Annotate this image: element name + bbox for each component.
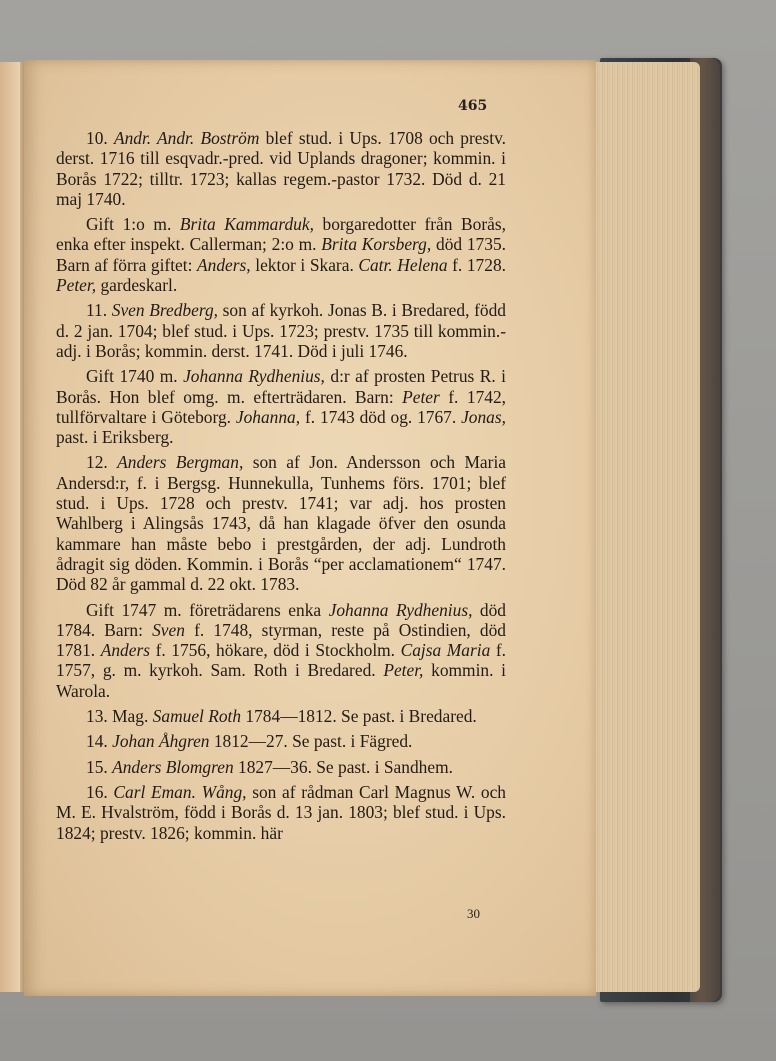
italic-name: Johan Åhgren (112, 731, 210, 752)
text-run: son af Jon. Andersson och Maria Andersd:r, f. i Bergsg. Hunnekulla, Tunhems förs. 1701; blef stud. i Ups. 1728 och prestv. 1741; var adj. hos prosten Wahlberg i Alingsås 1743, då han klagade öfver den osunda kammare han måste bebo i prestgården, der adj. Lundroth ådragit sig döden. Kommin. i Borås “per acclamationem“ 1747. Död 82 år gammal d. 22 okt. 1783. (56, 452, 506, 595)
paragraph (56, 300, 506, 361)
italic-name: Samuel Roth (152, 706, 242, 727)
italic-name: Anders (100, 640, 150, 661)
text-run: Gift 1747 m. företrädarens enka (86, 599, 329, 620)
italic-name: Andr. Andr. Boström (113, 128, 260, 148)
text-run: död 1735. Barn af förra giftet: (56, 234, 506, 275)
text-run: f. 1742, tullförvaltare i Göteborg. (56, 386, 506, 427)
text-run: 14. (86, 731, 113, 752)
italic-name: Catr. Helena (358, 254, 448, 275)
text-run: gardeskarl. (96, 275, 178, 296)
text-run: f. 1743 död og. 1767. (300, 406, 462, 427)
left-page-edge (0, 62, 20, 992)
text-run: 15. (86, 756, 113, 777)
italic-name: Cajsa Maria (400, 640, 491, 661)
text-run: past. i Eriksberg. (56, 427, 174, 448)
italic-name: Johanna Rydhenius, (183, 366, 325, 387)
italic-name: Brita Kammarduk, (179, 214, 314, 235)
text-run: 13. Mag. (86, 706, 153, 727)
page-edges (588, 62, 700, 992)
italic-name: Peter (402, 386, 440, 407)
text-run: blef stud. i Ups. 1708 och prestv. derst. 1716 till esqvadr.-pred. vid Uplands dragoner; kommin. i Borås 1722; tilltr. 1723; kallas regem.-pastor 1732. Död d. 21 maj 1740. (56, 128, 506, 209)
text-run: 16. (86, 781, 114, 802)
paragraph (56, 782, 506, 843)
italic-name: Peter, (56, 275, 97, 296)
italic-name: Carl Eman. Wång, (113, 781, 247, 802)
text-run: 11. (86, 300, 112, 321)
text-run: Gift 1740 m. (86, 366, 184, 387)
italic-name: Sven (152, 619, 185, 640)
italic-name: Anders, (197, 254, 251, 275)
text-run: f. 1728. (447, 254, 506, 275)
paragraph (56, 731, 506, 751)
paragraph (56, 452, 506, 594)
text-run: f. 1748, styrman, reste på Ostindien, död 1781. (56, 619, 506, 661)
text-run: 1812—27. Se past. i Fägred. (209, 731, 413, 752)
text-run: kommin. i Warola. (56, 660, 506, 701)
paragraph (56, 600, 506, 701)
text-run: 12. (86, 452, 118, 473)
italic-name: Sven Bredberg, (111, 300, 218, 321)
text-run: d:r af prosten Petrus R. i Borås. Hon blef omg. m. efterträdaren. Barn: (56, 366, 506, 407)
paragraph (56, 706, 506, 726)
page-body-text (56, 128, 506, 848)
paragraph (56, 366, 506, 447)
text-run: 1827—36. Se past. i Sandhem. (233, 756, 453, 777)
signature-mark: 30 (467, 906, 480, 921)
italic-name: Johanna Rydhenius, (328, 599, 473, 620)
italic-name: Johanna, (235, 406, 301, 427)
italic-name: Anders Blomgren (112, 756, 234, 777)
italic-name: Anders Bergman, (117, 452, 244, 473)
text-run: Gift 1:o m. (86, 214, 180, 235)
text-run: död 1784. Barn: (56, 599, 506, 640)
text-run: lektor i Skara. (250, 254, 359, 275)
italic-name: Brita Korsberg, (321, 234, 432, 255)
text-run: f. 1756, hökare, död i Stockholm. (150, 640, 401, 661)
italic-name: Jonas, (461, 406, 506, 427)
paragraph (56, 757, 506, 777)
text-run: borgaredotter från Borås, enka efter inspekt. Callerman; 2:o m. (56, 214, 506, 255)
paragraph (56, 214, 506, 295)
text-run: son af rådman Carl Magnus W. och M. E. Hvalström, född i Borås d. 13 jan. 1803; blef stud. i Ups. 1824; prestv. 1826; kommin. här (56, 781, 506, 843)
text-run: 1784—1812. Se past. i Bredared. (241, 706, 477, 727)
text-run: son af kyrkoh. Jonas B. i Bredared, född d. 2 jan. 1704; blef stud. i Ups. 1723; prestv. 1735 till kommin.-adj. i Borås; kommin. derst. 1741. Död i juli 1746. (56, 300, 506, 361)
page-number: 465 (458, 98, 488, 114)
text-run: 10. (86, 128, 114, 148)
italic-name: Peter, (383, 660, 424, 681)
paragraph (56, 128, 506, 209)
text-run: f. 1757, g. m. kyrkoh. Sam. Roth i Bredared. (56, 640, 506, 681)
